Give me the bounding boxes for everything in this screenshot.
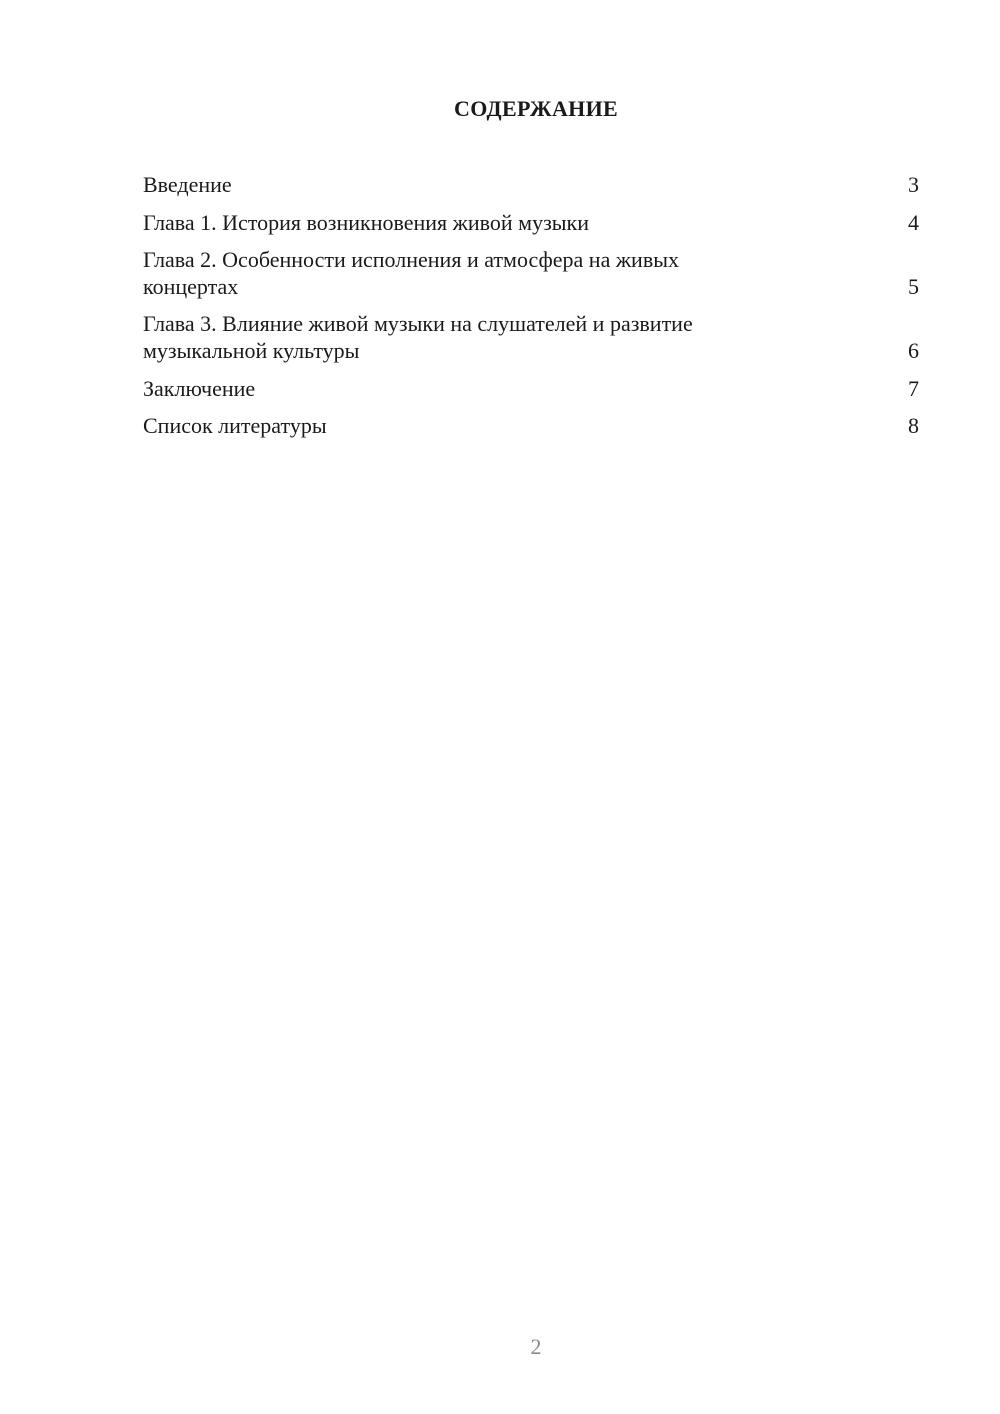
- toc-entry-page: 8: [908, 413, 919, 438]
- page-number: 2: [530, 1334, 542, 1359]
- toc-entry-references[interactable]: [143, 412, 919, 439]
- toc-entry-page: 4: [908, 210, 919, 235]
- toc-entry-title: Глава 3. Влияние живой музыки на слушателей и развитие музыкальной культуры: [143, 311, 693, 363]
- toc-entry-chapter-2[interactable]: [143, 246, 919, 300]
- toc-entry-page: 3: [908, 172, 919, 197]
- toc-entry-introduction[interactable]: [143, 171, 919, 198]
- toc-entry-page: 6: [908, 338, 919, 363]
- toc-entry-title: Введение: [143, 172, 232, 197]
- toc-entry-page: 7: [908, 376, 919, 401]
- toc-entry-page: 5: [908, 274, 919, 299]
- toc-entry-conclusion[interactable]: [143, 375, 919, 402]
- toc-entry-title: Глава 1. История возникновения живой музыки: [143, 210, 590, 235]
- toc-entry-title: Глава 2. Особенности исполнения и атмосфера на живых концертах: [143, 247, 679, 299]
- toc-entry-title: Список литературы: [143, 413, 327, 438]
- toc-entry-chapter-3[interactable]: [143, 310, 919, 364]
- toc-entry-title: Заключение: [143, 376, 256, 401]
- page-title: СОДЕРЖАНИЕ: [454, 96, 618, 121]
- toc-entry-chapter-1[interactable]: [143, 209, 919, 236]
